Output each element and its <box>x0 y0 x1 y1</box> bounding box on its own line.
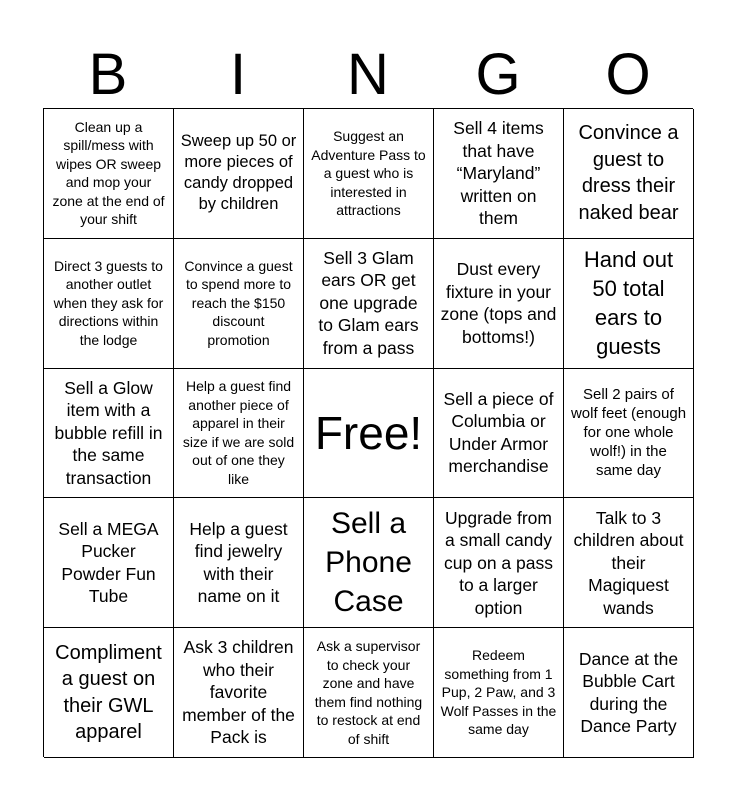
header-letter-n: N <box>347 42 389 107</box>
bingo-cell-free[interactable] <box>304 369 434 499</box>
bingo-cell-r1c5[interactable] <box>564 109 694 239</box>
bingo-cell-r3c1[interactable] <box>44 369 174 499</box>
cell-text: Sell 3 Glam ears OR get one upgrade to Glam ears from a pass <box>318 247 419 358</box>
bingo-cell-r3c2[interactable] <box>174 369 304 499</box>
cell-text: Talk to 3 children about their Magiquest wands <box>573 507 684 618</box>
cell-text: Convince a guest to dress their naked bear <box>578 122 679 224</box>
bingo-cell-r2c4[interactable] <box>434 239 564 369</box>
header-letter-g: G <box>475 42 521 107</box>
bingo-cell-r1c3[interactable] <box>304 109 434 239</box>
bingo-cell-r4c1[interactable] <box>44 498 174 628</box>
bingo-cell-r4c5[interactable] <box>564 498 694 628</box>
cell-text: Hand out 50 total ears to guests <box>583 247 674 360</box>
cell-text: Convince a guest to spend more to reach the $150 discount promotion <box>184 257 293 348</box>
header-letter-o: O <box>605 42 651 107</box>
header-letter-b: B <box>88 42 128 107</box>
cell-text: Direct 3 guests to another outlet when they ask for directions within the lodge <box>53 257 164 348</box>
cell-text: Clean up a spill/mess with wipes OR sweep and mop your zone at the end of your shift <box>52 118 165 228</box>
bingo-cell-r5c5[interactable] <box>564 628 694 758</box>
bingo-cell-r1c2[interactable] <box>174 109 304 239</box>
bingo-grid <box>43 108 693 757</box>
bingo-cell-r2c2[interactable] <box>174 239 304 369</box>
bingo-cell-r2c3[interactable] <box>304 239 434 369</box>
bingo-cell-r2c5[interactable] <box>564 239 694 369</box>
cell-text: Suggest an Adventure Pass to a guest who is interested in attractions <box>311 128 426 219</box>
cell-text: Ask a supervisor to check your zone and have them find nothing to restock at end of shift <box>314 638 423 747</box>
header-letter-i: I <box>229 42 247 107</box>
cell-text: Sell 2 pairs of wolf feet (enough for one whole wolf!) in the same day <box>570 386 687 480</box>
bingo-cell-r2c1[interactable] <box>44 239 174 369</box>
cell-text: Sell a Phone Case <box>325 507 412 619</box>
bingo-cell-r5c3[interactable] <box>304 628 434 758</box>
cell-text: Sell a MEGA Pucker Powder Fun Tube <box>58 518 159 607</box>
bingo-cell-r4c3[interactable] <box>304 498 434 628</box>
cell-text: Sweep up 50 or more pieces of candy dropped by children <box>180 132 297 214</box>
bingo-cell-r1c4[interactable] <box>434 109 564 239</box>
cell-text: Upgrade from a small candy cup on a pass to a larger option <box>444 507 553 618</box>
cell-text: Help a guest find another piece of apparel in their size if we are sold out of one they like <box>182 378 295 487</box>
bingo-cell-r4c2[interactable] <box>174 498 304 628</box>
bingo-header <box>43 44 693 106</box>
bingo-cell-r4c4[interactable] <box>434 498 564 628</box>
cell-text: Sell a Glow item with a bubble refill in the same transaction <box>54 377 163 488</box>
cell-text: Dance at the Bubble Cart during the Dance Party <box>578 648 679 737</box>
cell-text: Redeem something from 1 Pup, 2 Paw, and 3 Wolf Passes in the same day <box>440 647 557 738</box>
bingo-cell-r3c5[interactable] <box>564 369 694 499</box>
bingo-cell-r5c1[interactable] <box>44 628 174 758</box>
cell-text: Help a guest find jewelry with their name on it <box>189 518 288 607</box>
cell-text: Sell 4 items that have “Maryland” written on them <box>453 118 544 229</box>
bingo-cell-r1c1[interactable] <box>44 109 174 239</box>
cell-text: Ask 3 children who their favorite member of the Pack is <box>182 637 295 748</box>
cell-text: Dust every fixture in your zone (tops and bottoms!) <box>440 259 557 347</box>
bingo-cell-r5c4[interactable] <box>434 628 564 758</box>
bingo-cell-r5c2[interactable] <box>174 628 304 758</box>
cell-text: Compliment a guest on their GWL apparel <box>55 641 162 744</box>
free-space-text: Free! <box>314 406 423 459</box>
bingo-cell-r3c4[interactable] <box>434 369 564 499</box>
cell-text: Sell a piece of Columbia or Under Armor merchandise <box>443 388 554 477</box>
